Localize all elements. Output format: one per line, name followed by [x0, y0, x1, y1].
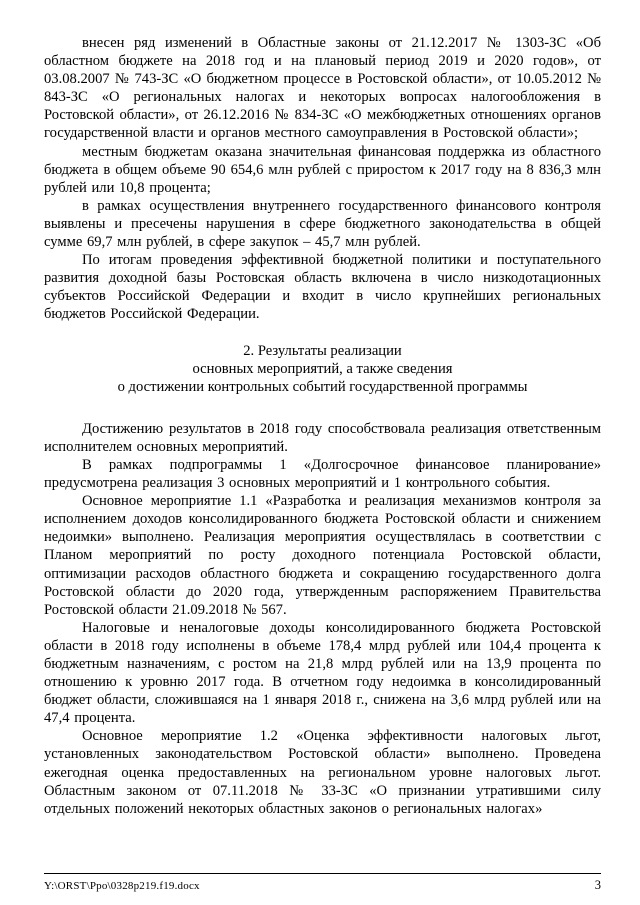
paragraph: Налоговые и неналоговые доходы консолидированного бюджета Ростовской области в 2018 году исполнены в объеме 178,4 млрд рублей или 104,4 процента к бюджетным назначениям, с ростом на 21,8 млрд рублей или на 13,9 процента по отношению к уровню 2017 года. В отчетном году недоимка в консолидированный бюджет области, сложившаяся на 1 января 2018 г., снижена на 3,6 млрд рублей или на 47,4 процента.	[44, 619, 601, 727]
paragraph: в рамках осуществления внутреннего государственного финансового контроля выявлены и пресечены нарушения в сфере бюджетного законодательства в общей сумме 69,7 млн рублей, в сфере закупок – 45,7 млн рублей.	[44, 197, 601, 251]
section-heading-line: о достижении контрольных событий государственной программы	[117, 378, 528, 395]
footer	[44, 873, 601, 893]
section-heading-line: 2. Результаты реализации	[243, 342, 402, 359]
paragraph: По итогам проведения эффективной бюджетной политики и поступательного развития доходной базы Ростовская область включена в число низкодотационных субъектов Российской Федерации и входит в число крупнейших региональных бюджетов Российской Федерации.	[44, 252, 601, 323]
paragraph: Основное мероприятие 1.1 «Разработка и реализация механизмов контроля за исполнением доходов консолидированного бюджета Ростовской области и снижением недоимки» выполнено. Реализация мероприятия осуществлялась в соответствии с Планом мероприятий по росту доходного потенциала Ростовской области, оптимизации расходов областного бюджета и сокращению государственного долга Ростовской области до 2020 года, утвержденным распоряжением Правительства Ростовской области 21.09.2018 № 567.	[44, 493, 601, 618]
paragraph: местным бюджетам оказана значительная финансовая поддержка из областного бюджета в общем объеме 90 654,6 млн рублей с приростом к 2017 году на 8 836,3 млн рублей или 10,8 процента;	[44, 143, 601, 196]
paragraph: Достижению результатов в 2018 году способствовала реализация ответственным исполнителем основных мероприятий.	[44, 420, 601, 455]
paragraph: В рамках подпрограммы 1 «Долгосрочное финансовое планирование» предусмотрена реализация 3 основных мероприятий и 1 контрольного события.	[44, 456, 601, 492]
paragraph: Основное мероприятие 1.2 «Оценка эффективности налоговых льгот, установленных законодательством Ростовской области» выполнено. Проведена ежегодная оценка предоставленных на региональном уровне налоговых льгот. Областным законом от 07.11.2018 № 33-ЗС «О признании утратившими силу отдельных положений некоторых областных законов о региональных налогах»	[44, 728, 601, 817]
footer-file-path: Y:\ORST\Ppo\0328p219.f19.docx	[44, 880, 200, 892]
paragraph: внесен ряд изменений в Областные законы от 21.12.2017 № 1303-ЗС «Об областном бюджете на 2018 год и на плановый период 2019 и 2020 годов», от 03.08.2007 № 743-ЗС «О бюджетном процессе в Ростовской области», от 10.05.2012 № 843-ЗС «О региональных налогах и некоторых вопросах налогообложения в Ростовской области», от 26.12.2016 № 834-ЗС «О межбюджетных отношениях органов государственной власти и органов местного самоуправления в Ростовской области»;	[44, 35, 601, 142]
page-number: 3	[594, 878, 601, 892]
section-heading	[44, 342, 601, 396]
section-heading-line: основных мероприятий, а также сведения	[192, 360, 453, 377]
